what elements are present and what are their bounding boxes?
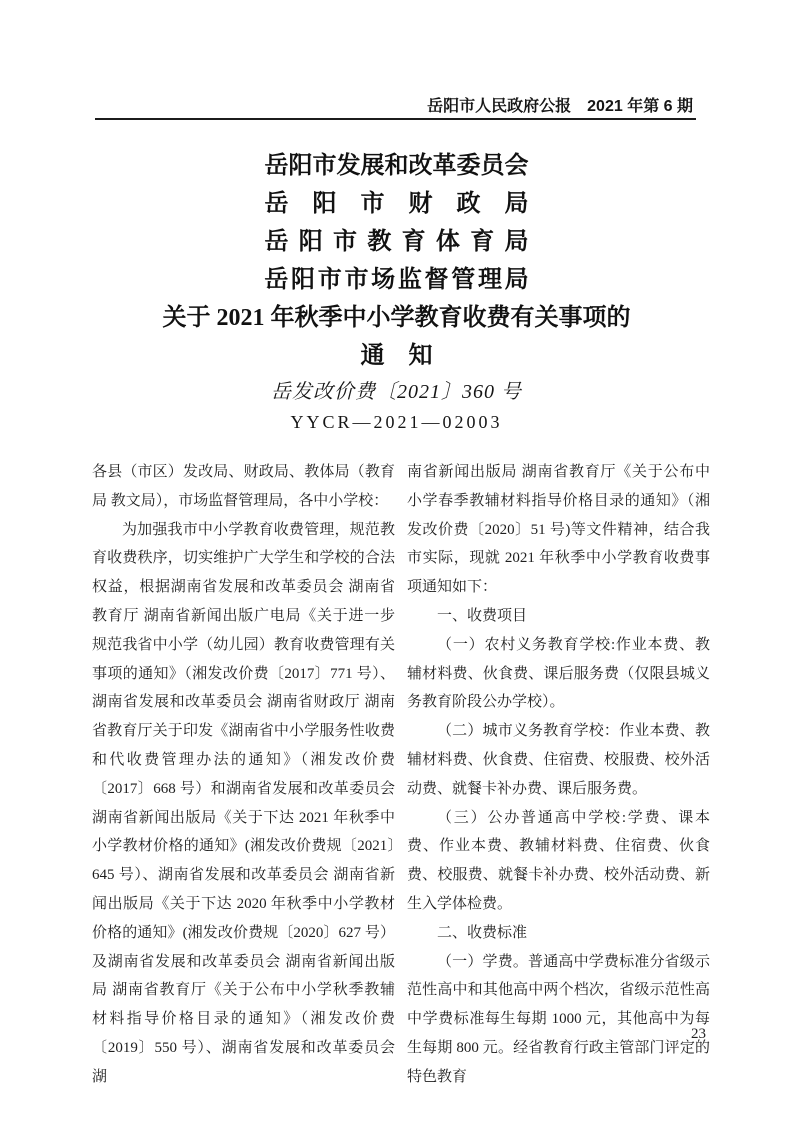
section-1-heading: 一、收费项目 <box>437 607 528 624</box>
page-number: 23 <box>691 1026 706 1042</box>
title-agency-3-text: 岳阳市教育体育局 <box>264 229 539 255</box>
title-agency-2 <box>0 185 793 223</box>
document-code: YYCR—2021—02003 <box>290 412 503 432</box>
preamble-continuation-paragraph: 南省新闻出版局 湖南省教育厅《关于公布中小学春季教辅材料指导价格目录的通知》（湘发改价费〔2020〕51 号)等文件精神，结合我市实际，现就 2021 年秋季中小学教育收费事项通知如下： <box>407 464 710 596</box>
title-subject-line: 关于 2021 年秋季中小学教育收费有关事项的 <box>162 305 631 331</box>
preamble-paragraph: 为加强我市中小学教育收费管理，规范教育收费秩序，切实维护广大学生和学校的合法权益，根据湖南省发展和改革委员会 湖南省教育厅 湖南省新闻出版广电局《关于进一步规范我省中小学（幼儿园）教育收费管理有关事项的通知》（湘发改价费〔2017〕771 号）、湖南省发展和改革委员会 湖南省财政厅 湖南省教育厅关于印发《湖南省中小学服务性收费和代收费管理办法的通知》（湘发改价费〔2017〕668 号）和湖南省发展和改革委员会 湖南省新闻出版局《关于下达 2021 年秋季中小学教材价格的通知》(湘发改价费规〔2021〕645 号）、湖南省发展和改革委员会 湖南省新闻出版局《关于下达 2020 年秋季中小学教材价格的通知》(湘发改价费规〔2020〕627 号）及湖南省发展和改革委员会 湖南省新闻出版局 湖南省教育厅《关于公布中小学秋季教辅材料指导价格目录的通知》（湘发改价费〔2019〕550 号）、湖南省发展和改革委员会 湖 <box>92 521 395 1085</box>
header-rule <box>95 118 696 120</box>
title-agency-1-text: 岳阳市发展和改革委员会 <box>264 153 529 179</box>
document-number: 岳发改价费〔2021〕360 号 <box>271 381 522 403</box>
title-agency-1 <box>0 147 793 185</box>
document-title-block <box>0 147 793 375</box>
gazette-header-text: 岳阳市人民政府公报 2021 年第 6 期 <box>427 98 693 115</box>
title-notice-line: 通 知 <box>360 343 433 369</box>
title-agency-3 <box>0 223 793 261</box>
body-right-column <box>407 458 710 1092</box>
title-agency-4 <box>0 261 793 299</box>
item-2-1-paragraph: （一）学费。普通高中学费标准分省级示范性高中和其他高中两个档次，省级示范性高中学费标准每生每期 1000 元，其他高中为每生每期 800 元。经省教育行政主管部门评定的特色教育 <box>407 953 710 1085</box>
item-1-1-paragraph: （一）农村义务教育学校:作业本费、教辅材料费、伙食费、课后服务费（仅限县城义务教育阶段公办学校）。 <box>407 636 710 711</box>
item-1-2-paragraph: （二）城市义务教育学校：作业本费、教辅材料费、伙食费、住宿费、校服费、校外活动费、就餐卡补办费、课后服务费。 <box>407 723 710 797</box>
title-agency-2-text: 岳阳市财政局 <box>264 191 553 217</box>
salutation-paragraph: 各县（市区）发改局、财政局、教体局（教育局 教文局），市场监督管理局，各中小学校： <box>92 464 395 509</box>
section-2-heading: 二、收费标准 <box>437 924 528 941</box>
body-left-column <box>92 458 395 1092</box>
title-agency-4-text: 岳阳市市场监督管理局 <box>264 267 532 293</box>
item-1-3-paragraph: （三）公办普通高中学校:学费、课本费、作业本费、教辅材料费、住宿费、伙食费、校服费、就餐卡补办费、校外活动费、新生入学体检费。 <box>407 809 710 912</box>
